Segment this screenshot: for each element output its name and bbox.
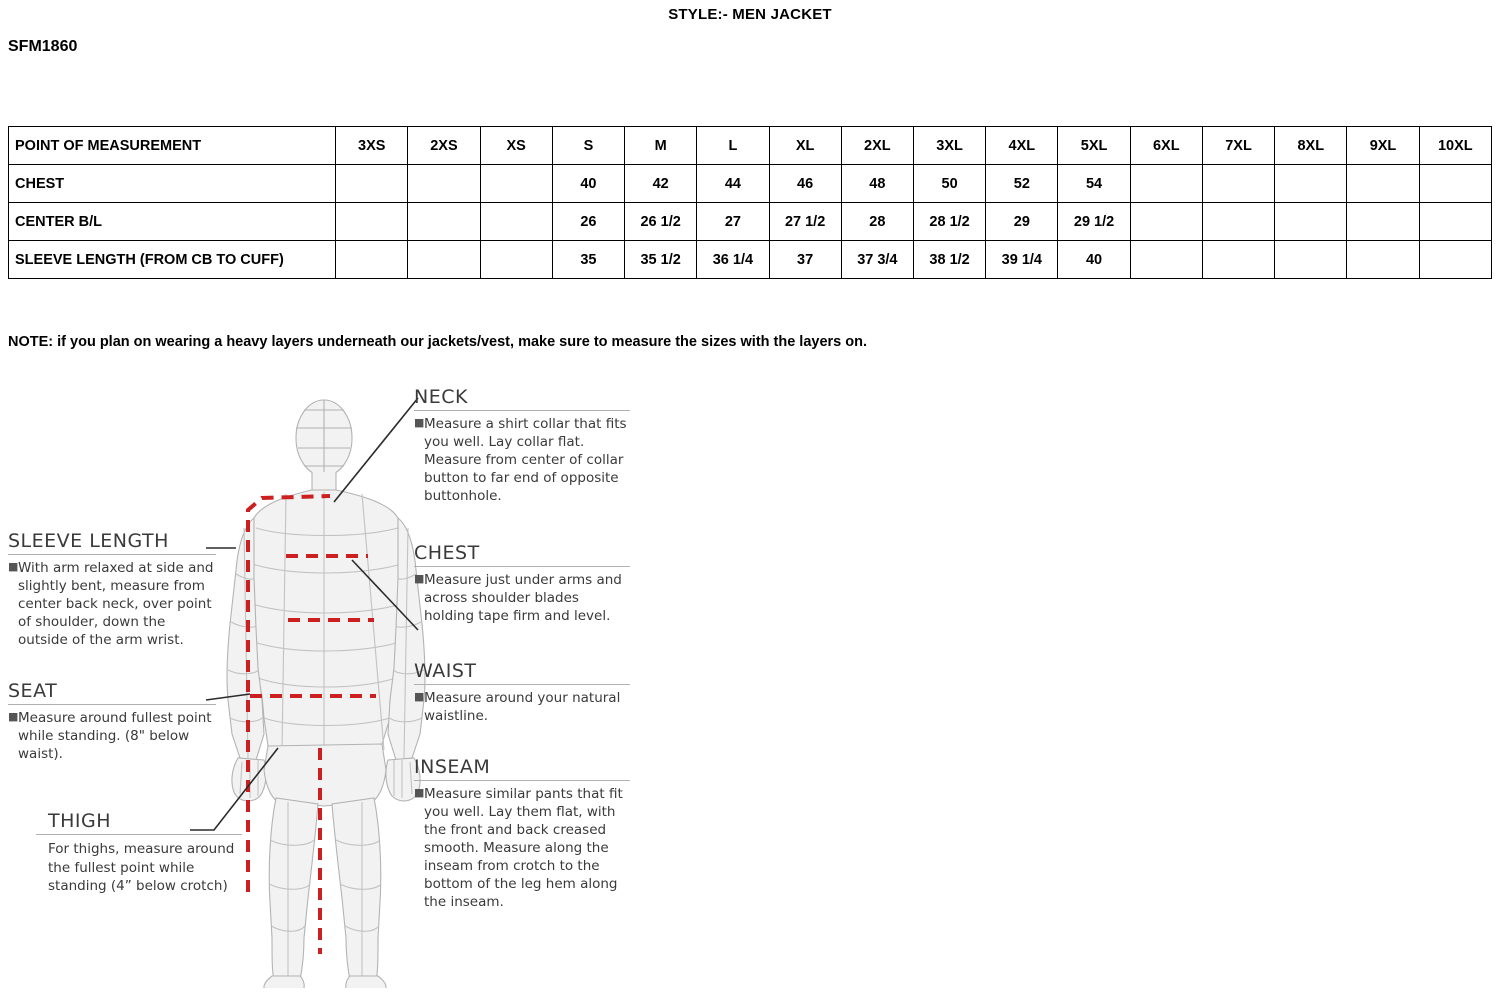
table-cell (1419, 165, 1491, 203)
table-cell (1347, 241, 1419, 279)
table-cell: 54 (1058, 165, 1130, 203)
table-cell (1202, 165, 1274, 203)
annotation-title: NECK (414, 386, 468, 408)
table-cell: 38 1/2 (913, 241, 985, 279)
style-code: SFM1860 (8, 38, 78, 55)
table-row (9, 241, 1492, 279)
table-cell: 40 (1058, 241, 1130, 279)
table-cell: 35 1/2 (625, 241, 697, 279)
annotation-thigh (36, 810, 242, 896)
table-cell (1202, 241, 1274, 279)
divider (8, 554, 216, 555)
table-cell (1130, 203, 1202, 241)
bullet-icon: ■ (8, 560, 19, 573)
bullet-icon: ■ (414, 572, 425, 585)
table-row (9, 165, 1492, 203)
table-cell (1419, 203, 1491, 241)
annotation-chest (414, 542, 630, 626)
table-cell: 52 (986, 165, 1058, 203)
table-cell: 28 (841, 203, 913, 241)
measurement-diagram (0, 378, 680, 988)
table-cell (408, 203, 480, 241)
annotation-text: ■Measure just under arms and across shoulder blades holding tape firm and level. (414, 572, 622, 624)
column-header: 2XS (408, 127, 480, 165)
table-cell (1419, 241, 1491, 279)
annotation-text: ■Measure a shirt collar that fits you well. Lay collar flat. Measure from center of collar button to far end of opposite buttonhole. (414, 416, 627, 504)
divider (36, 834, 242, 835)
table-cell (1130, 165, 1202, 203)
table-cell: 44 (697, 165, 769, 203)
annotation-text: ■Measure around fullest point while standing. (8" below waist). (8, 710, 212, 762)
table-cell (336, 241, 408, 279)
bullet-icon: ■ (8, 710, 19, 723)
bullet-icon: ■ (414, 690, 425, 703)
annotation-waist (414, 660, 630, 726)
annotation-title: WAIST (414, 660, 477, 682)
annotation-title: CHEST (414, 542, 480, 564)
table-cell: 26 (552, 203, 624, 241)
table-cell (408, 241, 480, 279)
table-cell (1347, 203, 1419, 241)
table-cell: 28 1/2 (913, 203, 985, 241)
annotation-text: ■With arm relaxed at side and slightly bent, measure from center back neck, over point of shoulder, down the outside of the arm wrist. (8, 560, 214, 648)
table-cell: 37 3/4 (841, 241, 913, 279)
column-header: 9XL (1347, 127, 1419, 165)
divider (8, 704, 216, 705)
table-cell: 27 (697, 203, 769, 241)
column-header: 3XS (336, 127, 408, 165)
table-cell: 42 (625, 165, 697, 203)
row-label: CENTER B/L (9, 203, 336, 241)
column-header: 4XL (986, 127, 1058, 165)
column-header: XS (480, 127, 552, 165)
column-header: POINT OF MEASUREMENT (9, 127, 336, 165)
annotation-seat (8, 680, 216, 764)
row-label: CHEST (9, 165, 336, 203)
divider (414, 410, 630, 411)
table-cell: 27 1/2 (769, 203, 841, 241)
table-cell (336, 203, 408, 241)
annotation-text: ■Measure around your natural waistline. (414, 690, 621, 724)
table-header-row (9, 127, 1492, 165)
annotation-title: SLEEVE LENGTH (8, 530, 169, 552)
divider (414, 780, 630, 781)
table-cell: 26 1/2 (625, 203, 697, 241)
annotation-sleeve-length (8, 530, 216, 650)
column-header: 5XL (1058, 127, 1130, 165)
annotation-title: SEAT (8, 680, 58, 702)
table-cell: 29 (986, 203, 1058, 241)
table-cell: 36 1/4 (697, 241, 769, 279)
table-cell: 39 1/4 (986, 241, 1058, 279)
table-cell (1275, 241, 1347, 279)
table-row (9, 203, 1492, 241)
column-header: 6XL (1130, 127, 1202, 165)
annotation-text: ■Measure similar pants that fit you well. Lay them flat, with the front and back creased smooth. Measure along the inseam from crotch to the bottom of the leg hem along the inseam. (414, 786, 623, 910)
table-cell (1347, 165, 1419, 203)
annotation-title: THIGH (48, 810, 112, 832)
table-cell (1130, 241, 1202, 279)
column-header: L (697, 127, 769, 165)
size-measurement-table (8, 126, 1492, 279)
table-cell (336, 165, 408, 203)
table-cell (1275, 165, 1347, 203)
bullet-icon: ■ (414, 416, 425, 429)
column-header: 10XL (1419, 127, 1491, 165)
table-cell (480, 165, 552, 203)
table-cell: 46 (769, 165, 841, 203)
column-header: 2XL (841, 127, 913, 165)
table-cell: 35 (552, 241, 624, 279)
annotation-neck (414, 386, 630, 506)
table-cell: 37 (769, 241, 841, 279)
annotation-text: For thighs, measure around the fullest point while standing (4” below crotch) (48, 841, 235, 895)
table-cell: 50 (913, 165, 985, 203)
table-cell (1202, 203, 1274, 241)
column-header: S (552, 127, 624, 165)
column-header: 8XL (1275, 127, 1347, 165)
column-header: M (625, 127, 697, 165)
table-cell (1275, 203, 1347, 241)
annotation-title: INSEAM (414, 756, 491, 778)
row-label: SLEEVE LENGTH (FROM CB TO CUFF) (9, 241, 336, 279)
table-cell: 29 1/2 (1058, 203, 1130, 241)
column-header: 3XL (913, 127, 985, 165)
table-cell (408, 165, 480, 203)
table-cell: 40 (552, 165, 624, 203)
column-header: 7XL (1202, 127, 1274, 165)
divider (414, 566, 630, 567)
measurement-note: NOTE: if you plan on wearing a heavy layers underneath our jackets/vest, make sure to measure the sizes with the layers on. (8, 334, 868, 350)
table-cell (480, 203, 552, 241)
page-title: STYLE:- MEN JACKET (668, 6, 832, 23)
annotation-inseam (414, 756, 630, 912)
column-header: XL (769, 127, 841, 165)
table-cell (480, 241, 552, 279)
divider (414, 684, 630, 685)
table-cell: 48 (841, 165, 913, 203)
bullet-icon: ■ (414, 786, 425, 799)
